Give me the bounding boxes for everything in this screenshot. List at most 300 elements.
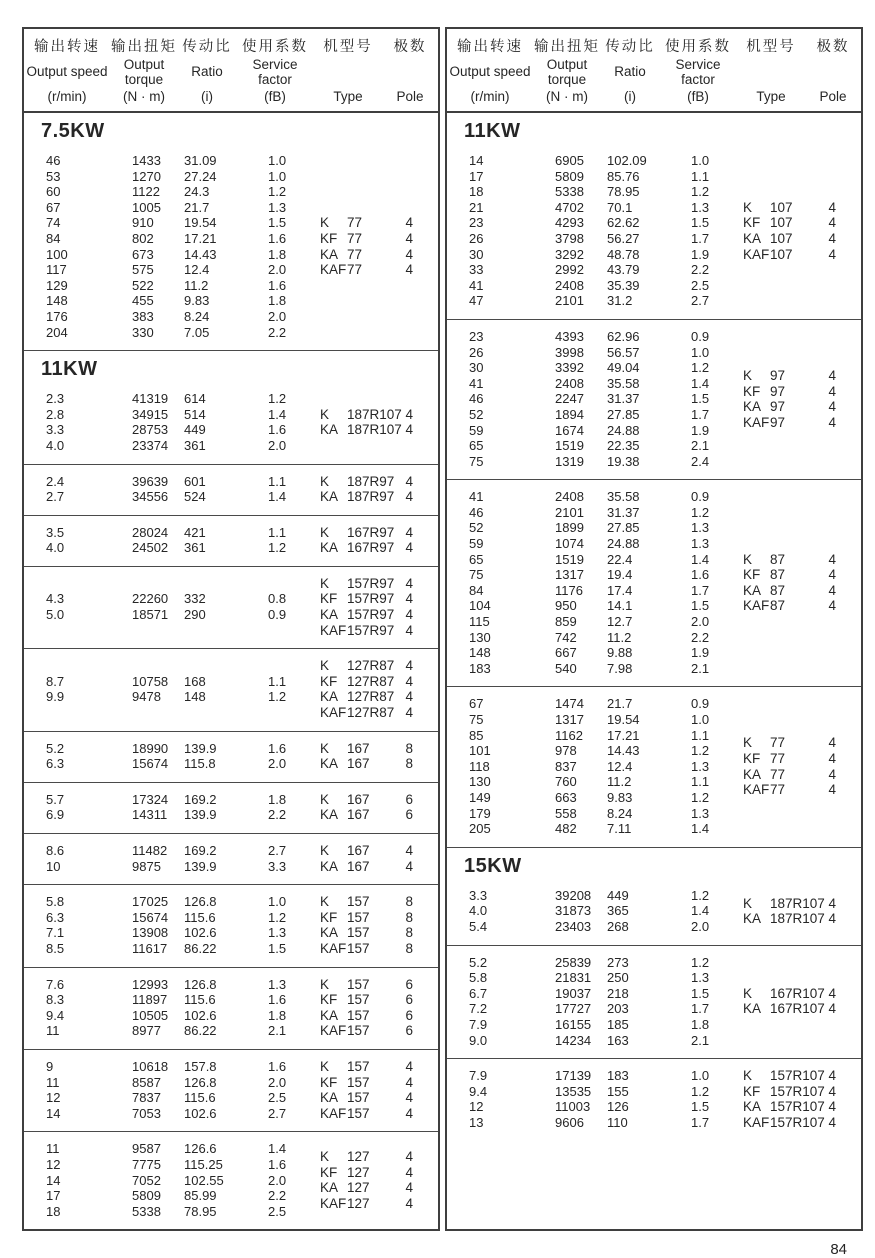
cell-ratio: 31.37: [607, 504, 640, 520]
cell-output-torque: 910: [132, 215, 154, 231]
cell-output-torque: 482: [555, 821, 577, 837]
type-model: 157R107: [770, 1083, 825, 1099]
cell-ratio: 22.4: [607, 551, 633, 567]
table-row: [46, 200, 316, 216]
type-model: 187R107: [770, 895, 825, 911]
cell-service-factor: 1.1: [691, 727, 710, 743]
cell-ratio: 24.88: [607, 422, 640, 438]
table-row: [46, 262, 316, 278]
type-model: 107: [770, 246, 793, 262]
cell-ratio: 14.43: [184, 246, 217, 262]
cell-ratio: 14.1: [607, 598, 633, 614]
cell-ratio: 268: [607, 918, 629, 934]
type-pole: 4: [405, 673, 413, 689]
type-model: 87: [770, 582, 786, 598]
type-model: 167: [347, 756, 370, 772]
type-pole: 4: [405, 705, 413, 721]
cell-ratio: 8.24: [184, 308, 210, 324]
type-prefix: KA: [320, 246, 339, 262]
cell-ratio: 14.43: [607, 743, 640, 759]
type-pole: 4: [828, 551, 836, 567]
header-label-zh: 输出扭矩: [534, 39, 600, 55]
table-row: [469, 345, 739, 361]
table-row: [46, 607, 316, 623]
type-row: [739, 415, 861, 431]
cell-ratio: 56.57: [607, 344, 640, 360]
type-prefix: KAF: [320, 1105, 347, 1121]
data-rows: [447, 329, 739, 469]
header-cell: [739, 35, 803, 104]
cell-output-speed: 67: [469, 696, 484, 712]
type-row: [316, 262, 438, 278]
cell-ratio: 361: [184, 437, 206, 453]
type-pole: 6: [405, 791, 413, 807]
cell-ratio: 126.8: [184, 1074, 217, 1090]
type-model: 157R97: [347, 607, 395, 623]
type-pole: 4: [405, 1090, 413, 1106]
cell-ratio: 31.09: [184, 153, 217, 168]
cell-service-factor: 2.1: [691, 438, 710, 454]
type-list: [739, 200, 861, 262]
type-prefix: KA: [320, 540, 339, 556]
cell-output-torque: 3292: [555, 246, 584, 262]
type-model: 167: [347, 843, 370, 858]
cell-output-speed: 11: [46, 1074, 60, 1090]
cell-ratio: 9.88: [607, 645, 633, 661]
type-pole: 4: [828, 750, 836, 766]
table-row: [469, 598, 739, 614]
header-label-en: Ratio: [614, 64, 646, 80]
type-pole: 4: [828, 399, 836, 415]
type-list: [316, 1059, 438, 1121]
cell-output-speed: 23: [469, 328, 484, 344]
table-row: [46, 859, 316, 875]
cell-ratio: 12.4: [184, 262, 210, 278]
type-model: 167: [347, 740, 370, 756]
cell-ratio: 19.54: [184, 215, 217, 231]
type-row: [316, 977, 438, 993]
cell-ratio: 126.8: [184, 894, 217, 910]
type-model: 127R87: [347, 673, 395, 689]
spec-block: [447, 319, 861, 479]
type-prefix: K: [320, 894, 330, 910]
cell-output-torque: 12993: [132, 976, 169, 992]
table-row: [46, 689, 316, 705]
cell-service-factor: 2.0: [268, 1074, 287, 1090]
cell-ratio: 421: [184, 524, 206, 540]
cell-service-factor: 1.2: [268, 540, 287, 556]
type-model: 157R107: [770, 1114, 825, 1130]
type-model: 187R107: [347, 406, 402, 422]
table-row: [469, 231, 739, 247]
cell-service-factor: 1.2: [691, 360, 710, 376]
cell-ratio: 203: [607, 1001, 629, 1017]
header-label-en: Service factor: [252, 57, 298, 87]
table-row: [469, 536, 739, 552]
type-row: [316, 422, 438, 438]
type-pole: 4: [405, 575, 413, 591]
cell-ratio: 102.6: [184, 925, 217, 941]
cell-service-factor: 1.3: [691, 536, 710, 552]
type-row: [739, 247, 861, 263]
spec-table-left: [22, 27, 440, 1231]
cell-service-factor: 2.7: [268, 843, 287, 858]
type-prefix: K: [320, 524, 330, 540]
type-row: [316, 474, 438, 490]
cell-output-torque: 1270: [132, 168, 161, 184]
table-row: [46, 1157, 316, 1173]
table-row: [469, 919, 739, 935]
cell-service-factor: 2.0: [268, 262, 287, 278]
cell-output-speed: 8.5: [46, 940, 65, 956]
cell-ratio: 126: [607, 1099, 629, 1115]
type-pole: 4: [405, 1195, 413, 1211]
cell-service-factor: 1.8: [268, 293, 287, 309]
type-list: [739, 986, 861, 1017]
cell-ratio: 183: [607, 1068, 629, 1084]
table-row: [46, 325, 316, 341]
type-row: [316, 525, 438, 541]
spec-block: [447, 144, 861, 319]
type-row: [739, 1115, 861, 1131]
cell-ratio: 218: [607, 985, 629, 1001]
type-row: [739, 896, 861, 912]
cell-output-torque: 978: [555, 743, 577, 759]
cell-output-torque: 7775: [132, 1156, 161, 1172]
cell-ratio: 12.7: [607, 614, 633, 630]
table-row: [46, 925, 316, 941]
cell-service-factor: 0.9: [691, 696, 710, 712]
type-pole: 8: [405, 740, 413, 756]
cell-output-torque: 1317: [555, 712, 584, 727]
cell-service-factor: 2.2: [691, 262, 710, 278]
table-header: [24, 29, 438, 113]
cell-output-speed: 5.0: [46, 607, 65, 623]
cell-output-torque: 558: [555, 805, 577, 821]
header-cell: [603, 35, 657, 104]
cell-output-speed: 41: [469, 277, 484, 293]
cell-ratio: 449: [607, 887, 629, 903]
type-row: [739, 767, 861, 783]
cell-ratio: 139.9: [184, 858, 217, 874]
cell-output-speed: 5.4: [469, 918, 488, 934]
cell-output-speed: 14: [469, 153, 484, 168]
type-prefix: KA: [320, 807, 339, 823]
cell-service-factor: 1.7: [691, 582, 710, 598]
data-rows: [24, 153, 316, 340]
type-row: [316, 576, 438, 592]
type-prefix: K: [320, 1058, 330, 1074]
table-row: [46, 407, 316, 423]
type-model: 87: [770, 551, 786, 567]
type-list: [316, 977, 438, 1039]
table-row: [469, 774, 739, 790]
type-row: [316, 215, 438, 231]
header-label-zh: 使用系数: [665, 39, 731, 55]
type-pole: 4: [828, 246, 836, 262]
type-pole: 4: [828, 1068, 836, 1084]
cell-service-factor: 1.6: [268, 277, 287, 293]
cell-output-torque: 663: [555, 789, 577, 805]
cell-output-speed: 4.0: [469, 903, 488, 919]
cell-output-speed: 5.2: [46, 740, 65, 756]
type-model: 157: [347, 1058, 370, 1074]
type-pole: 4: [828, 782, 836, 798]
type-model: 107: [770, 199, 793, 215]
cell-output-speed: 7.2: [469, 1001, 488, 1017]
cell-output-speed: 2.3: [46, 391, 65, 407]
type-prefix: K: [320, 473, 330, 489]
cell-ratio: 35.39: [607, 277, 640, 293]
table-row: [46, 184, 316, 200]
table-row: [46, 894, 316, 910]
type-model: 157: [347, 1090, 370, 1106]
header-label-en: Service factor: [675, 57, 721, 87]
type-pole: 4: [828, 215, 836, 231]
type-model: 77: [770, 750, 786, 766]
table-row: [46, 792, 316, 808]
header-cell: [380, 35, 440, 104]
spec-block: [24, 833, 438, 884]
table-row: [469, 438, 739, 454]
cell-output-speed: 183: [469, 660, 491, 676]
cell-output-speed: 46: [469, 504, 484, 520]
table-row: [469, 407, 739, 423]
type-prefix: K: [743, 985, 753, 1001]
table-row: [46, 153, 316, 169]
header-cell: [108, 35, 180, 104]
table-row: [469, 567, 739, 583]
type-model: 157R97: [347, 575, 395, 591]
type-row: [739, 1068, 861, 1084]
cell-service-factor: 1.2: [691, 743, 710, 759]
cell-ratio: 70.1: [607, 199, 633, 215]
cell-service-factor: 1.6: [268, 1156, 287, 1172]
type-prefix: KF: [320, 230, 338, 246]
table-row: [469, 645, 739, 661]
type-prefix: K: [743, 199, 753, 215]
type-pole: 4: [405, 607, 413, 623]
type-row: [739, 1084, 861, 1100]
type-list: [316, 525, 438, 556]
cell-ratio: 148: [184, 689, 206, 705]
type-prefix: KAF: [743, 1114, 770, 1130]
header-label-zh: 输出转速: [34, 39, 100, 55]
cell-ratio: 273: [607, 954, 629, 970]
type-row: [316, 843, 438, 859]
cell-output-speed: 67: [46, 199, 61, 215]
table-row: [469, 888, 739, 904]
type-prefix: KF: [320, 992, 338, 1008]
type-row: [316, 792, 438, 808]
type-pole: 4: [405, 1058, 413, 1074]
cell-ratio: 27.85: [607, 406, 640, 422]
cell-ratio: 17.4: [607, 582, 633, 598]
type-prefix: KA: [320, 756, 339, 772]
table-row: [46, 977, 316, 993]
cell-output-torque: 31873: [555, 903, 592, 919]
type-row: [316, 658, 438, 674]
type-pole: 4: [828, 1001, 836, 1017]
cell-output-speed: 100: [46, 246, 68, 262]
type-prefix: KA: [743, 582, 762, 598]
cell-output-torque: 13535: [555, 1083, 592, 1099]
cell-output-speed: 26: [469, 230, 484, 246]
cell-service-factor: 2.0: [268, 1172, 287, 1188]
power-section: [24, 350, 438, 1229]
type-model: 127R87: [347, 689, 395, 705]
cell-output-torque: 2992: [555, 262, 584, 278]
data-rows: [447, 696, 739, 836]
cell-ratio: 12.4: [607, 758, 633, 774]
spec-tables-wrapper: [22, 27, 863, 1231]
data-rows: [447, 888, 739, 935]
type-model: 167: [347, 858, 370, 874]
cell-service-factor: 1.2: [268, 184, 287, 200]
table-row: [469, 376, 739, 392]
table-row: [46, 1141, 316, 1157]
table-row: [46, 525, 316, 541]
table-row: [46, 1090, 316, 1106]
cell-service-factor: 0.9: [691, 489, 710, 505]
cell-output-speed: 4.0: [46, 540, 65, 556]
table-row: [46, 169, 316, 185]
cell-output-speed: 115: [469, 614, 490, 630]
cell-service-factor: 1.3: [691, 970, 710, 986]
cell-output-speed: 18: [469, 184, 484, 200]
cell-ratio: 86.22: [184, 1023, 217, 1039]
cell-output-torque: 760: [555, 774, 577, 790]
type-pole: 4: [405, 1180, 413, 1196]
type-model: 157: [347, 1007, 370, 1023]
cell-output-torque: 9606: [555, 1114, 584, 1130]
header-unit: (N · m): [123, 89, 165, 104]
table-row: [46, 674, 316, 690]
header-cell: [531, 35, 603, 104]
cell-output-torque: 5809: [555, 168, 584, 184]
cell-output-speed: 2.8: [46, 406, 65, 422]
table-row: [469, 806, 739, 822]
cell-output-torque: 11482: [132, 843, 168, 858]
section-title: 7.5KW: [41, 120, 105, 142]
cell-output-speed: 4.3: [46, 591, 65, 607]
type-model: 127: [347, 1164, 370, 1180]
cell-output-speed: 46: [469, 391, 484, 407]
cell-ratio: 35.58: [607, 375, 640, 391]
cell-ratio: 102.09: [607, 153, 647, 168]
cell-output-speed: 41: [469, 375, 484, 391]
cell-output-speed: 3.3: [469, 887, 488, 903]
type-prefix: KA: [743, 1001, 762, 1017]
table-row: [46, 215, 316, 231]
cell-output-torque: 1317: [555, 567, 584, 583]
type-model: 167R97: [347, 524, 395, 540]
cell-service-factor: 2.2: [691, 629, 710, 645]
cell-output-torque: 7837: [132, 1090, 161, 1106]
cell-output-torque: 1433: [132, 153, 161, 168]
cell-ratio: 361: [184, 540, 206, 556]
cell-output-torque: 2408: [555, 277, 584, 293]
type-pole: 6: [405, 807, 413, 823]
power-section: [447, 113, 861, 847]
cell-output-torque: 34556: [132, 489, 169, 505]
type-model: 157R107: [770, 1099, 825, 1115]
cell-output-speed: 74: [46, 215, 61, 231]
type-list: [316, 1149, 438, 1211]
type-prefix: K: [320, 406, 330, 422]
table-row: [469, 520, 739, 536]
type-row: [739, 384, 861, 400]
type-prefix: K: [320, 791, 330, 807]
header-label-zh: 机型号: [746, 39, 796, 55]
table-row: [469, 329, 739, 345]
cell-output-speed: 21: [469, 199, 484, 215]
cell-ratio: 24.3: [184, 184, 210, 200]
type-row: [316, 1180, 438, 1196]
cell-service-factor: 1.5: [268, 215, 287, 231]
cell-ratio: 115.6: [184, 1090, 216, 1106]
data-rows: [24, 741, 316, 772]
header-label-en: Ratio: [191, 64, 223, 80]
cell-service-factor: 1.1: [268, 473, 287, 489]
cell-service-factor: 1.2: [691, 504, 710, 520]
cell-output-speed: 6.9: [46, 807, 65, 823]
cell-output-speed: 33: [469, 262, 484, 278]
header-cell: [657, 35, 739, 104]
cell-output-torque: 18571: [132, 607, 169, 623]
cell-output-torque: 2408: [555, 489, 584, 505]
cell-output-torque: 8587: [132, 1074, 161, 1090]
table-row: [46, 1075, 316, 1091]
cell-output-torque: 3392: [555, 360, 584, 376]
cell-output-speed: 9.9: [46, 689, 65, 705]
cell-ratio: 155: [607, 1083, 629, 1099]
cell-output-torque: 19037: [555, 985, 592, 1001]
cell-output-speed: 30: [469, 360, 484, 376]
type-model: 77: [347, 215, 363, 231]
type-row: [739, 782, 861, 798]
type-model: 187R97: [347, 473, 395, 489]
table-row: [469, 728, 739, 744]
type-row: [316, 623, 438, 639]
cell-service-factor: 2.0: [691, 918, 710, 934]
cell-service-factor: 1.0: [691, 712, 710, 727]
cell-ratio: 11.2: [607, 774, 632, 790]
type-pole: 6: [405, 976, 413, 992]
cell-ratio: 86.22: [184, 940, 217, 956]
spec-block: [447, 1058, 861, 1140]
type-prefix: K: [743, 895, 753, 911]
data-rows: [447, 1068, 739, 1130]
cell-output-speed: 26: [469, 344, 484, 360]
cell-output-torque: 2247: [555, 391, 584, 407]
cell-ratio: 115.6: [184, 992, 216, 1008]
type-pole: 4: [405, 843, 413, 858]
type-row: [316, 910, 438, 926]
table-row: [469, 505, 739, 521]
power-section: [24, 113, 438, 350]
type-prefix: KAF: [320, 1023, 347, 1039]
data-rows: [24, 894, 316, 956]
table-row: [469, 489, 739, 505]
type-prefix: KAF: [743, 414, 770, 430]
spec-block: [447, 686, 861, 846]
cell-ratio: 514: [184, 406, 206, 422]
cell-output-speed: 176: [46, 308, 68, 324]
table-row: [46, 591, 316, 607]
cell-service-factor: 1.3: [268, 925, 287, 941]
type-prefix: K: [743, 735, 753, 751]
